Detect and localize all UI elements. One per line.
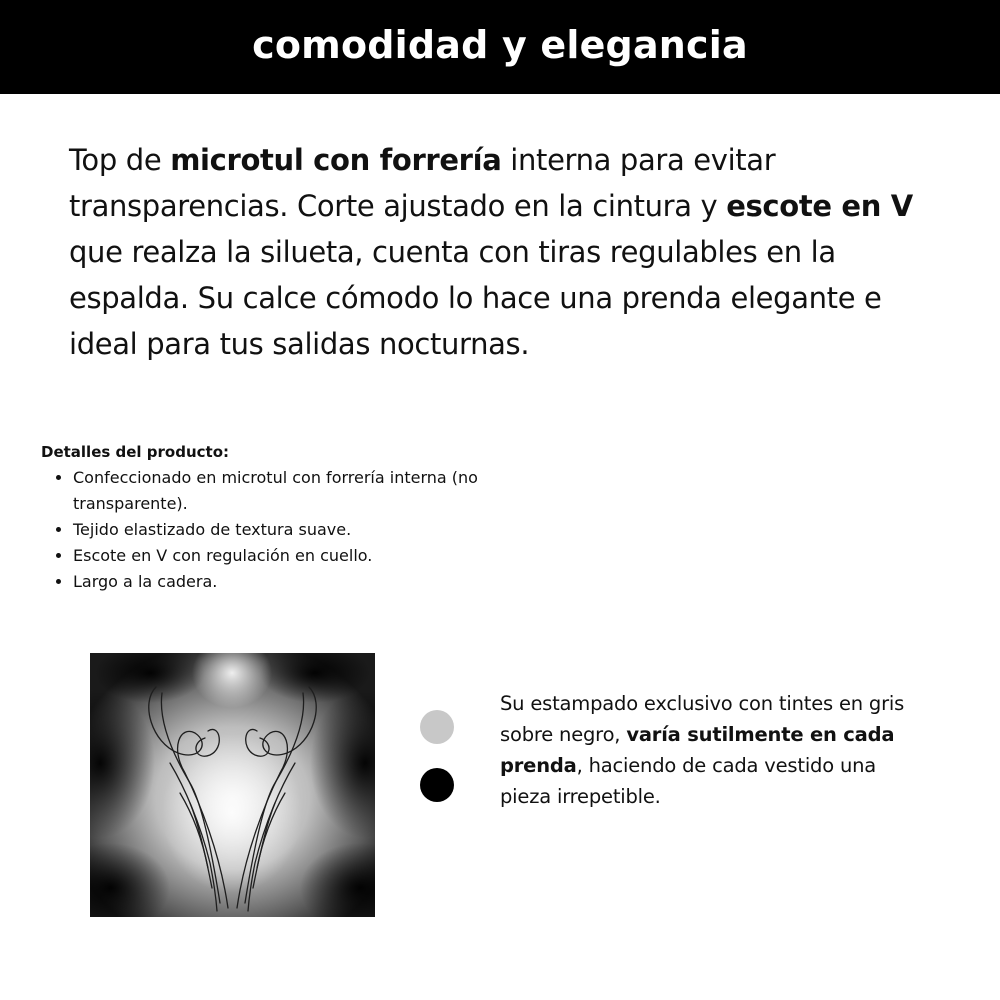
intro-bold-2: escote en V: [726, 189, 913, 223]
details-list: [41, 465, 561, 595]
details-list-item: • Largo a la cadera.: [73, 569, 561, 595]
print-text-2: , haciendo de cada vestido una pieza irrepetible.: [500, 754, 877, 808]
details-list-item: • Tejido elastizado de textura suave.: [73, 517, 561, 543]
print-bold-1: varía sutilmente en cada prenda: [500, 723, 895, 777]
product-description: [69, 137, 949, 367]
color-swatch-black[interactable]: [420, 768, 454, 802]
intro-text-1: Top de: [69, 143, 171, 177]
fabric-print-photo: [90, 653, 375, 917]
intro-text-3: que realza la silueta, cuenta con tiras regulables en la espalda. Su calce cómodo lo hace una prenda elegante e ideal para tus salidas nocturnas.: [69, 235, 882, 361]
color-swatch-grey[interactable]: [420, 710, 454, 744]
product-details: [41, 442, 561, 595]
details-list-item: • Escote en V con regulación en cuello.: [73, 543, 561, 569]
print-description: [500, 688, 920, 812]
header-bar: [0, 0, 1000, 94]
fabric-print-image: [90, 653, 375, 917]
intro-bold-1: microtul con forrería: [170, 143, 502, 177]
intro-text-2: interna para evitar transparencias. Corte ajustado en la cintura y: [69, 143, 776, 223]
print-text-1: Su estampado exclusivo con tintes en gris sobre negro,: [500, 692, 905, 746]
header-title: comodidad y elegancia: [252, 23, 748, 67]
details-title: Detalles del producto:: [41, 443, 230, 461]
details-list-item: • Confeccionado en microtul con forrería interna (no transparente).: [73, 465, 561, 517]
